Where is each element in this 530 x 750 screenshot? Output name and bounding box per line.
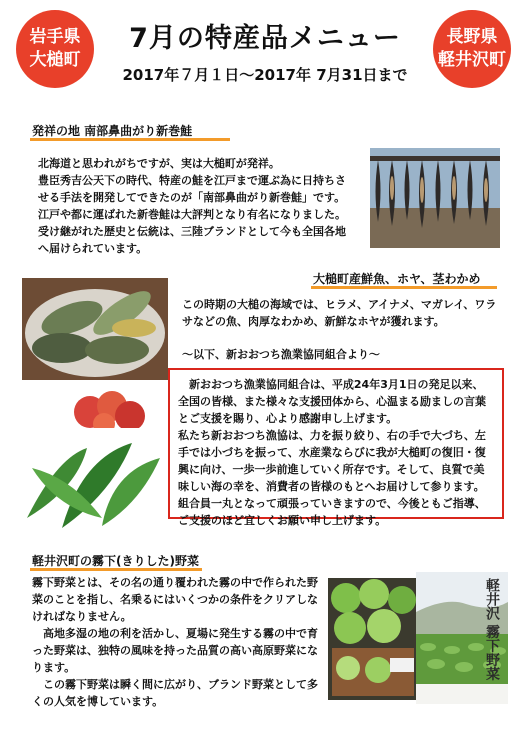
badge-line: 長野県: [446, 27, 498, 47]
paragraph: 霧下野菜とは、その名の通り覆われた霧の中で作られた野菜のことを指し、名乗るにはいくつかの条件をクリアしなければなりません。: [32, 576, 318, 623]
section-body-salmon: [38, 155, 356, 257]
vegetable-field-poster: [416, 572, 508, 704]
poster-title-line: 軽井沢: [484, 578, 500, 620]
badge-line: 岩手県: [29, 27, 81, 47]
section-heading-salmon: 発祥の地 南部鼻曲がり新巻鮭: [32, 124, 193, 138]
section-heading-vegetables: 軽井沢町の霧下(きりした)野菜: [32, 554, 199, 568]
date-range: 2017年７月１日〜2017年 7月31日まで: [122, 66, 408, 84]
heading-underline: [30, 568, 202, 571]
section-body-vegetables: [32, 574, 322, 710]
fish-platter-photo: [22, 278, 168, 380]
badge-line: 軽井沢町: [438, 50, 506, 70]
cooperative-message-box: [168, 368, 504, 527]
paragraph: この霧下野菜は瞬く間に広がり、ブランド野菜として多くの人気を博しています。: [32, 678, 318, 708]
wakame-photo: [22, 428, 164, 532]
page-title: 7月の特産品メニュー: [129, 23, 401, 54]
paragraph: 豊臣秀吉公天下の時代、特産の鮭を江戸まで運ぶ為に日持ちさせる手法を開発してできたのが「南部鼻曲がり新巻鮭」です。: [38, 174, 346, 204]
paragraph: 受け継がれた歴史と伝統は、三陸ブランドとして今も全国各地へ届けられています。: [38, 225, 346, 255]
section-heading-fish: 大槌町産鮮魚、ホヤ、茎わかめ: [313, 272, 481, 286]
section-intro-fish: この時期の大槌の海域では、ヒラメ、アイナメ、マガレイ、ワラサなどの魚、肉厚なわかめ、新鮮なホヤが獲れます。: [182, 298, 497, 328]
heading-underline: [30, 138, 230, 141]
paragraph: 江戸や都に運ばれた新巻鮭は大評判となり有名になりました。: [38, 208, 346, 221]
badge-line: 大槌町: [29, 50, 81, 70]
poster-title: [484, 578, 500, 681]
paragraph: 高地多湿の地の利を活かし、夏場に発生する霧の中で育った野菜は、独特の風味を持った品質の高い高原野菜になります。: [32, 627, 318, 674]
paragraph: 新おおつち漁業協同組合は、平成24年3月1日の発足以来、全国の皆様、また様々な支援団体から、心温まる励ましの言葉とご支援を賜り、心より感謝申し上げます。: [178, 378, 486, 425]
heading-underline: [311, 286, 497, 289]
cabbage-crate-photo: [328, 578, 418, 700]
dried-salmon-photo: [370, 148, 500, 248]
cooperative-subheading: 〜以下、新おおつち漁業協同組合より〜: [182, 348, 380, 361]
paragraph: 北海道と思われがちですが、実は大槌町が発祥。: [38, 157, 280, 170]
paragraph: 私たち新おおつち漁協は、力を振り絞り、右の手で大づち、左手では小づちを振って、水産業ならびに我が大槌町の復旧・復興に向け、一歩一歩前進していく所存です。そして、良質で美味しい海の幸を、消費者の皆様のもとへお届けして参ります。組合員一丸となって頑張っていきますので、今後ともご指導、ご支援のほど宜しくお願い申し上げます。: [178, 429, 486, 527]
poster-title-line: 霧下野菜: [484, 624, 500, 681]
